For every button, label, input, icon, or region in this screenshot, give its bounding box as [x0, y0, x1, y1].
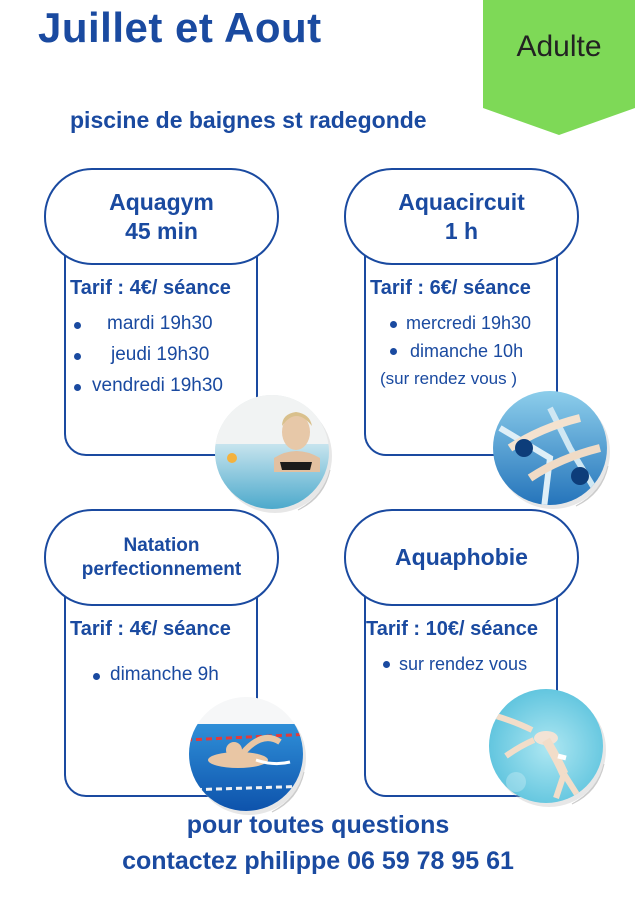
- card-title-line2: perfectionnement: [81, 558, 242, 580]
- audience-badge: [483, 0, 635, 135]
- floating-woman-photo: [486, 686, 612, 810]
- card-price: Tarif : 4€/ séance: [70, 277, 231, 299]
- card-title: [344, 509, 579, 606]
- card-title-line2: 1 h: [444, 217, 479, 244]
- badge-ribbon-shape: [483, 0, 635, 135]
- bullet-icon: [74, 353, 81, 360]
- bullet-icon: [74, 322, 81, 329]
- schedule-item: dimanche 9h: [110, 664, 219, 685]
- card-title-line1: Aquaphobie: [395, 544, 528, 571]
- bullet-icon: [74, 384, 81, 391]
- schedule-item: mercredi 19h30: [406, 313, 532, 333]
- schedule-item: jeudi 19h30: [111, 344, 210, 365]
- aquagym-woman-photo: [212, 392, 338, 516]
- bullet-icon: [383, 661, 390, 668]
- card-title-line1: Natation: [123, 534, 200, 556]
- card-title-line1: Aquacircuit: [398, 188, 525, 215]
- bullet-icon: [390, 348, 397, 355]
- card-title: [44, 509, 279, 606]
- schedule-item: vendredi 19h30: [92, 375, 223, 396]
- card-price: Tarif : 6€/ séance: [370, 277, 531, 299]
- page-title: Juillet et Aout: [38, 4, 322, 51]
- card-title-line2: 45 min: [125, 217, 198, 244]
- bullet-icon: [93, 673, 100, 680]
- swimmer-crawl-photo: [186, 694, 312, 818]
- card-price: Tarif : 4€/ séance: [70, 618, 231, 640]
- badge-label: Adulte: [516, 30, 602, 63]
- bullet-icon: [390, 321, 397, 328]
- schedule-item: dimanche 10h: [410, 341, 524, 361]
- footer-line-contact: contactez philippe 06 59 78 95 61: [122, 847, 514, 875]
- appointment-note: (sur rendez vous ): [380, 369, 517, 388]
- schedule-item: mardi 19h30: [107, 313, 213, 334]
- card-title-line1: Aquagym: [109, 188, 214, 215]
- schedule-item: sur rendez vous: [399, 654, 528, 674]
- card-title: [44, 168, 279, 265]
- footer-line-questions: pour toutes questions: [186, 811, 450, 839]
- aquabike-photo: [490, 388, 616, 512]
- card-price: Tarif : 10€/ séance: [366, 618, 538, 640]
- pool-name: piscine de baignes st radegonde: [70, 107, 427, 133]
- card-title: [344, 168, 579, 265]
